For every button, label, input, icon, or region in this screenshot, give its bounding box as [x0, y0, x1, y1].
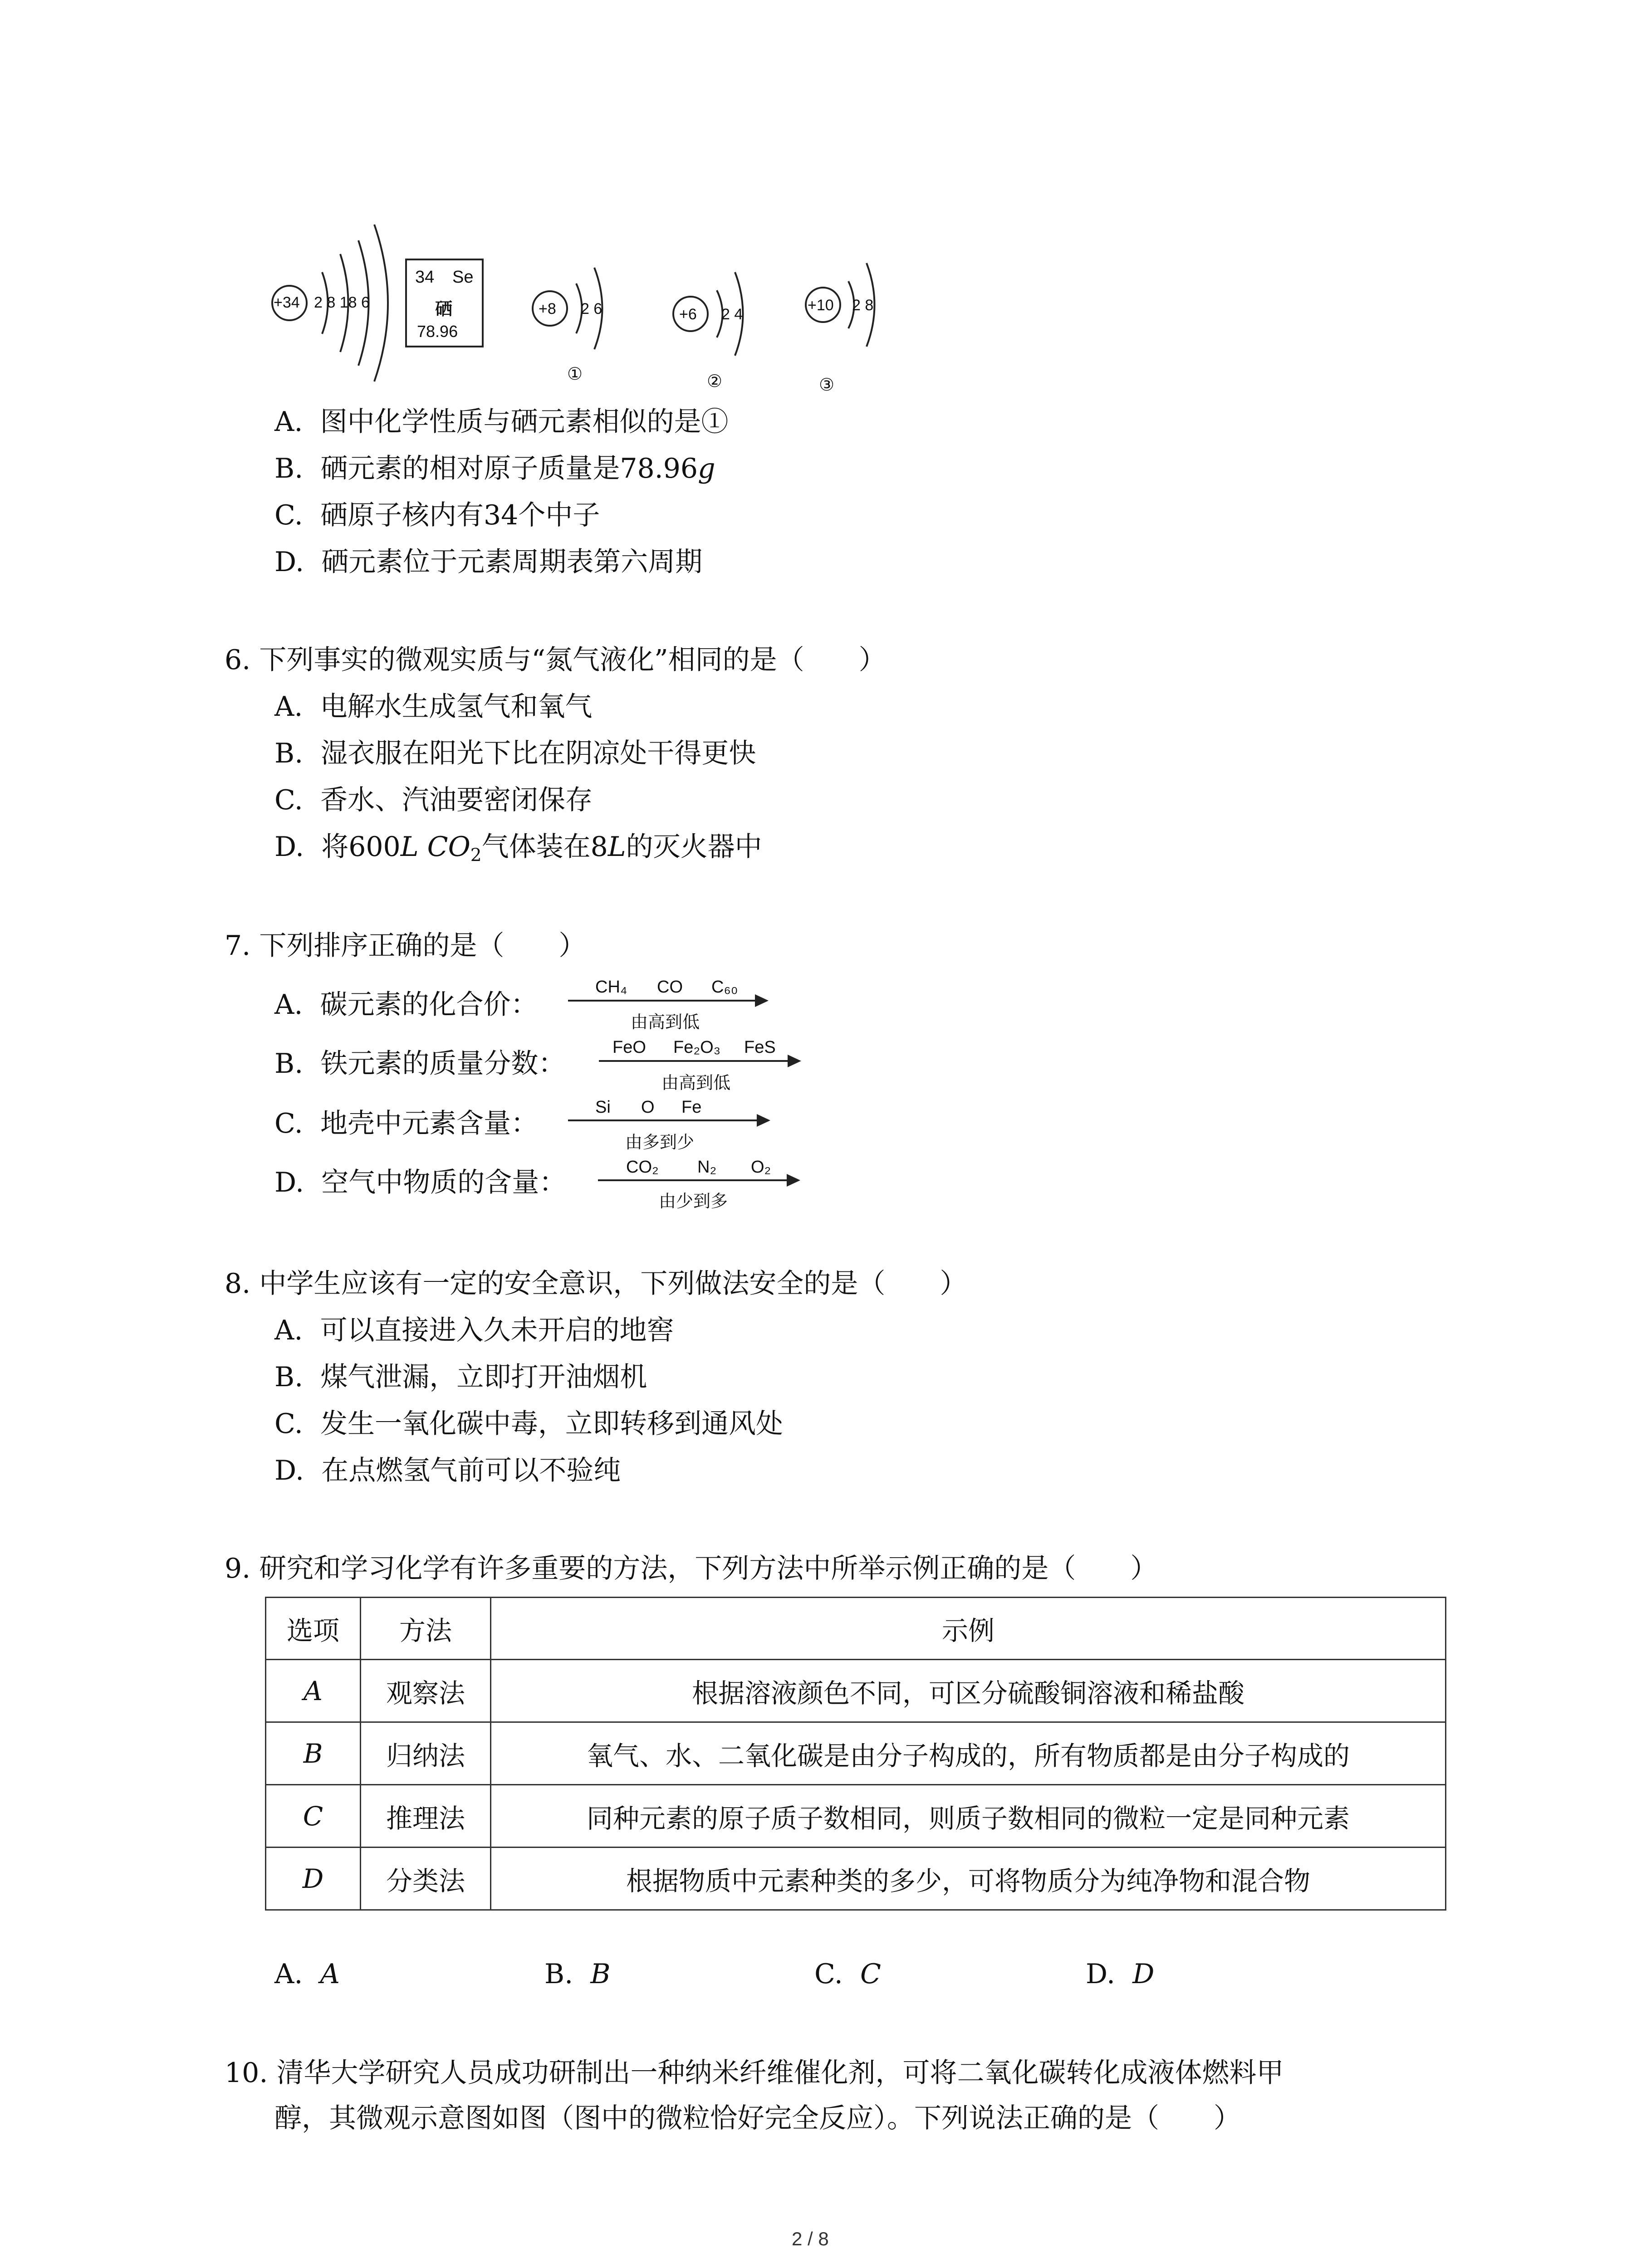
- se-shell-electrons: 2 8 18 6: [314, 294, 370, 311]
- q7b-direction: 由高到低: [661, 1074, 731, 1093]
- q6-stem: 6. 下列事实的微观实质与“氮气液化”相同的是（ ）: [225, 644, 886, 676]
- q7a-arrow-line: [568, 1000, 757, 1002]
- option-letter: B.: [274, 1048, 304, 1080]
- option-text-1: 将600: [321, 831, 401, 863]
- option-text: 香水、汽油要密闭保存: [320, 784, 593, 816]
- option-subscript: 2: [470, 845, 482, 866]
- q6-option-a[interactable]: [274, 691, 593, 723]
- option-letter: D.: [274, 831, 304, 863]
- selenium-element-box: [405, 259, 484, 347]
- atom1-nucleus: +8: [539, 300, 556, 318]
- q7d-arrow-line: [598, 1179, 789, 1181]
- option-text: 硒原子核内有34个中子: [320, 499, 600, 531]
- option-letter: C.: [274, 1408, 303, 1440]
- atom2-nucleus: +6: [679, 306, 697, 323]
- option-letter: C.: [274, 499, 303, 531]
- q9-answer-b[interactable]: [544, 1960, 610, 1988]
- option-text: 空气中物质的含量：: [321, 1167, 567, 1198]
- option-letter: B.: [274, 738, 304, 769]
- q7b-arrow-head: [788, 1055, 801, 1067]
- row-method: 分类法: [361, 1848, 491, 1910]
- option-value: D: [1132, 1958, 1155, 1990]
- option-letter: A.: [274, 1315, 303, 1346]
- se-symbol: Se: [452, 268, 474, 287]
- row-example: 同种元素的原子质子数相同，则质子数相同的微粒一定是同种元素: [491, 1785, 1446, 1848]
- option-unit: g: [698, 453, 715, 484]
- q9-answer-a[interactable]: [274, 1960, 340, 1988]
- se-mass: 78.96: [417, 322, 458, 341]
- option-value: A: [320, 1958, 340, 1990]
- option-text: 在点燃氢气前可以不验纯: [321, 1455, 621, 1486]
- row-method: 推理法: [361, 1785, 491, 1848]
- atom1-shells: 2 6: [581, 300, 603, 318]
- q8-option-b[interactable]: [274, 1361, 647, 1393]
- q8-stem: 8. 中学生应该有一定的安全意识，下列做法安全的是（ ）: [225, 1268, 967, 1300]
- option-value: C: [860, 1958, 881, 1990]
- option-letter: B.: [274, 1361, 304, 1393]
- row-option: A: [266, 1660, 361, 1722]
- se-atomic-number: 34: [415, 268, 435, 287]
- option-unit-liter-2: L: [607, 831, 626, 863]
- option-text-3: 的灭火器中: [626, 831, 762, 863]
- option-text: 图中化学性质与硒元素相似的是①: [320, 406, 729, 438]
- q5-option-c[interactable]: [274, 499, 600, 531]
- q9-answer-d[interactable]: [1086, 1960, 1154, 1988]
- option-letter: A.: [274, 406, 303, 438]
- atom1-label: ①: [567, 365, 583, 384]
- option-letter: C.: [814, 1958, 843, 1990]
- option-text: 可以直接进入久未开启的地窖: [320, 1315, 674, 1346]
- table-row: [266, 1660, 1446, 1722]
- header-method: 方法: [361, 1598, 491, 1660]
- option-text: 湿衣服在阳光下比在阴凉处干得更快: [320, 738, 756, 769]
- row-example: 氧气、水、二氧化碳是由分子构成的，所有物质都是由分子构成的: [491, 1722, 1446, 1785]
- option-text: 铁元素的质量分数：: [320, 1048, 566, 1080]
- q7d-arrow-head: [787, 1174, 800, 1187]
- page-number: 2 / 8: [792, 2228, 829, 2249]
- q10-stem-line-1: 10. 清华大学研究人员成功研制出一种纳米纤维催化剂，可将二氧化碳转化成液体燃料甲: [225, 2057, 1284, 2089]
- atom2-shells: 2 4: [721, 306, 743, 323]
- q10-stem-line-2: 醇，其微观示意图如图（图中的微粒恰好完全反应）。下列说法正确的是（ ）: [274, 2102, 1241, 2134]
- option-letter: D.: [274, 1167, 304, 1198]
- row-option: D: [266, 1848, 361, 1910]
- option-text: 硒元素位于元素周期表第六周期: [321, 546, 703, 578]
- option-letter: B.: [544, 1958, 573, 1990]
- option-letter: D.: [274, 1455, 304, 1486]
- table-row: [266, 1785, 1446, 1848]
- q7c-direction: 由多到少: [625, 1133, 695, 1152]
- se-name: 硒: [435, 298, 453, 319]
- q7d-direction: 由少到多: [659, 1192, 728, 1211]
- q7c-item-1: Si: [595, 1098, 611, 1117]
- q9-method-table: [265, 1597, 1446, 1911]
- q9-stem: 9. 研究和学习化学有许多重要的方法，下列方法中所举示例正确的是（ ）: [225, 1553, 1158, 1584]
- option-letter: C.: [274, 784, 303, 816]
- option-letter: A.: [274, 989, 303, 1021]
- table-header-row: [266, 1598, 1446, 1660]
- row-method: 观察法: [361, 1660, 491, 1722]
- option-text: 电解水生成氢气和氧气: [320, 691, 593, 723]
- option-text: 碳元素的化合价：: [320, 989, 538, 1021]
- q5-option-b[interactable]: [274, 455, 715, 482]
- option-letter: A.: [274, 1958, 303, 1990]
- q7a-arrow-head: [755, 994, 769, 1007]
- option-letter: D.: [274, 546, 304, 578]
- q7d-item-2: N₂: [697, 1158, 717, 1177]
- option-text-2: 气体装在8: [481, 831, 608, 863]
- atom3-shells: 2 8: [852, 297, 874, 314]
- atom2-label: ②: [707, 372, 723, 391]
- row-example: 根据物质中元素种类的多少，可将物质分为纯净物和混合物: [491, 1848, 1446, 1910]
- atom3-label: ③: [819, 376, 835, 395]
- header-example: 示例: [491, 1598, 1446, 1660]
- q7d-item-3: O₂: [751, 1158, 771, 1177]
- q8-option-a[interactable]: [274, 1317, 674, 1344]
- row-option: B: [266, 1722, 361, 1785]
- se-nucleus-label: +34: [274, 294, 300, 311]
- q7-stem: 7. 下列排序正确的是（ ）: [225, 930, 586, 962]
- q7-option-a[interactable]: [274, 989, 538, 1021]
- option-letter: B.: [274, 453, 304, 484]
- q7c-item-3: Fe: [681, 1098, 702, 1117]
- q6-option-d[interactable]: [274, 833, 762, 865]
- q7b-item-2: Fe₂O₃: [673, 1038, 721, 1057]
- option-letter: D.: [1086, 1958, 1116, 1990]
- q7a-direction: 由高到低: [631, 1013, 700, 1032]
- q7b-item-3: FeS: [744, 1038, 776, 1057]
- option-text: 煤气泄漏，立即打开油烟机: [320, 1361, 647, 1393]
- q7a-item-2: CO: [657, 978, 683, 997]
- q7-option-c[interactable]: [274, 1110, 538, 1137]
- q7-option-d[interactable]: [274, 1169, 566, 1196]
- q7c-item-2: O: [641, 1098, 655, 1117]
- q7b-item-1: FeO: [612, 1038, 646, 1057]
- table-row: [266, 1848, 1446, 1910]
- option-unit-liter: L: [400, 831, 419, 863]
- table-row: [266, 1722, 1446, 1785]
- option-letter: C.: [274, 1108, 303, 1139]
- row-example: 根据溶液颜色不同，可区分硫酸铜溶液和稀盐酸: [491, 1660, 1446, 1722]
- q6-option-b[interactable]: [274, 740, 756, 767]
- header-option: 选项: [266, 1598, 361, 1660]
- q7-option-b[interactable]: [274, 1048, 566, 1080]
- option-text: 发生一氧化碳中毒，立即转移到通风处: [320, 1408, 783, 1440]
- q8-option-d[interactable]: [274, 1457, 621, 1484]
- row-method: 归纳法: [361, 1722, 491, 1785]
- q7d-item-1: CO₂: [626, 1158, 659, 1177]
- option-formula: CO: [427, 831, 470, 863]
- q7c-arrow-line: [568, 1119, 759, 1121]
- q8-option-c[interactable]: [274, 1408, 783, 1440]
- q9-answer-c[interactable]: [814, 1960, 881, 1988]
- option-letter: A.: [274, 691, 303, 723]
- q5-option-d[interactable]: [274, 548, 702, 576]
- row-option: C: [266, 1785, 361, 1848]
- q7a-item-1: CH₄: [595, 978, 627, 997]
- atom3-nucleus: +10: [808, 297, 834, 314]
- q6-option-c[interactable]: [274, 784, 593, 816]
- q7b-arrow-line: [599, 1060, 789, 1062]
- q5-option-a[interactable]: [274, 406, 729, 438]
- option-value: B: [590, 1958, 611, 1990]
- option-text: 地壳中元素含量：: [320, 1108, 538, 1139]
- option-text: 硒元素的相对原子质量是78.96: [320, 453, 698, 484]
- q7a-item-3: C₆₀: [711, 978, 738, 997]
- q7c-arrow-head: [757, 1114, 770, 1127]
